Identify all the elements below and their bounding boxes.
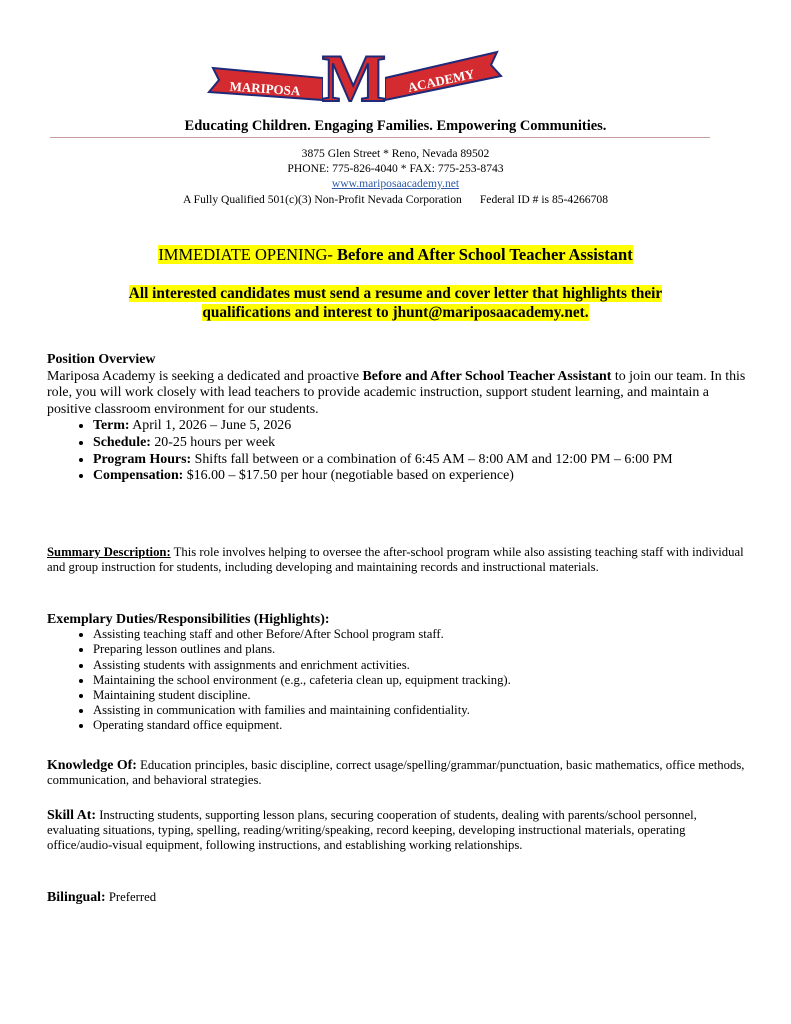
address-line: 3875 Glen Street * Reno, Nevada 89502 [301, 147, 490, 160]
overview-paragraph: Mariposa Academy is seeking a dedicated and proactive Before and After School Teacher Assistant to join our team. In this role, you will work closely with lead teachers to provide academic instruction, support student learning, and maintain a positive classroom environment for our students. [47, 368, 746, 417]
header-divider [50, 137, 710, 138]
position-overview [47, 352, 747, 485]
overview-details-list [47, 418, 747, 484]
list-item: • Preparing lesson outlines and plans. [93, 642, 747, 657]
knowledge-label: Knowledge Of: [47, 758, 137, 773]
overview-heading: Position Overview [47, 352, 156, 367]
apply-line-1: All interested candidates must send a resume and cover letter that highlights their [128, 285, 663, 302]
job-opening-title [0, 245, 791, 265]
list-item: • Program Hours: Shifts fall between or a combination of 6:45 AM – 8:00 AM and 12:00 PM – 6:00 PM [93, 452, 747, 469]
list-item: • Schedule: 20-25 hours per week [93, 435, 747, 452]
website-link[interactable]: www.mariposaacademy.net [331, 177, 460, 190]
opening-prefix: IMMEDIATE OPENING- [158, 245, 338, 264]
tagline: Educating Children. Engaging Families. Empowering Communities. [184, 118, 607, 134]
duties-heading: Exemplary Duties/Responsibilities (Highlights): [47, 612, 330, 627]
opening-position: Before and After School Teacher Assistant [337, 245, 633, 264]
application-instructions [40, 284, 751, 322]
bilingual-section [47, 890, 747, 905]
list-item: • Operating standard office equipment. [93, 718, 747, 733]
summary-description [47, 545, 747, 575]
summary-text: This role involves helping to oversee the after-school program while also assisting teaching staff with individual and group instruction for students, including developing and maintaining records and instructional materials. [47, 545, 744, 575]
apply-line-2: qualifications and interest to jhunt@mariposaacademy.net. [202, 304, 589, 321]
list-item: • Maintaining student discipline. [93, 688, 747, 703]
list-item: • Compensation: $16.00 – $17.50 per hour (negotiable based on experience) [93, 468, 747, 485]
summary-label: Summary Description: [47, 545, 171, 559]
phone-fax-line: PHONE: 775-826-4040 * FAX: 775-253-8743 [287, 162, 504, 175]
list-item: • Term: April 1, 2026 – June 5, 2026 [93, 418, 747, 435]
knowledge-text: Education principles, basic discipline, correct usage/spelling/grammar/punctuation, basic mathematics, office methods, communication, and behavioral strategies. [47, 758, 745, 788]
skill-label: Skill At: [47, 808, 97, 823]
logo-left-word: MARIPOSA [229, 78, 301, 99]
bilingual-value: Preferred [105, 890, 157, 904]
skill-section [47, 808, 747, 854]
logo-letter: M [321, 40, 387, 110]
corporation-line [0, 193, 791, 207]
list-item: • Assisting teaching staff and other Before/After School program staff. [93, 627, 747, 642]
skill-text: Instructing students, supporting lesson plans, securing cooperation of students, dealing with parents/school personnel, evaluating situations, typing, spelling, reading/writing/speaking, record keeping, developing instructional materials, operating office/audio-visual equipment, following instructions, and establishing working relationships. [47, 808, 697, 853]
corporation-text: A Fully Qualified 501(c)(3) Non-Profit Nevada Corporation [183, 193, 462, 206]
duties-section [47, 612, 747, 734]
federal-id: Federal ID # is 85-4266708 [479, 193, 608, 206]
list-item: • Assisting in communication with families and maintaining confidentiality. [93, 703, 747, 718]
mariposa-academy-logo [205, 38, 505, 110]
bilingual-label: Bilingual: [47, 890, 106, 905]
list-item: • Assisting students with assignments and enrichment activities. [93, 658, 747, 673]
list-item: • Maintaining the school environment (e.g., cafeteria clean up, equipment tracking). [93, 673, 747, 688]
duties-list [47, 627, 747, 733]
logo-right-word: ACADEMY [406, 66, 476, 95]
knowledge-section [47, 758, 747, 788]
